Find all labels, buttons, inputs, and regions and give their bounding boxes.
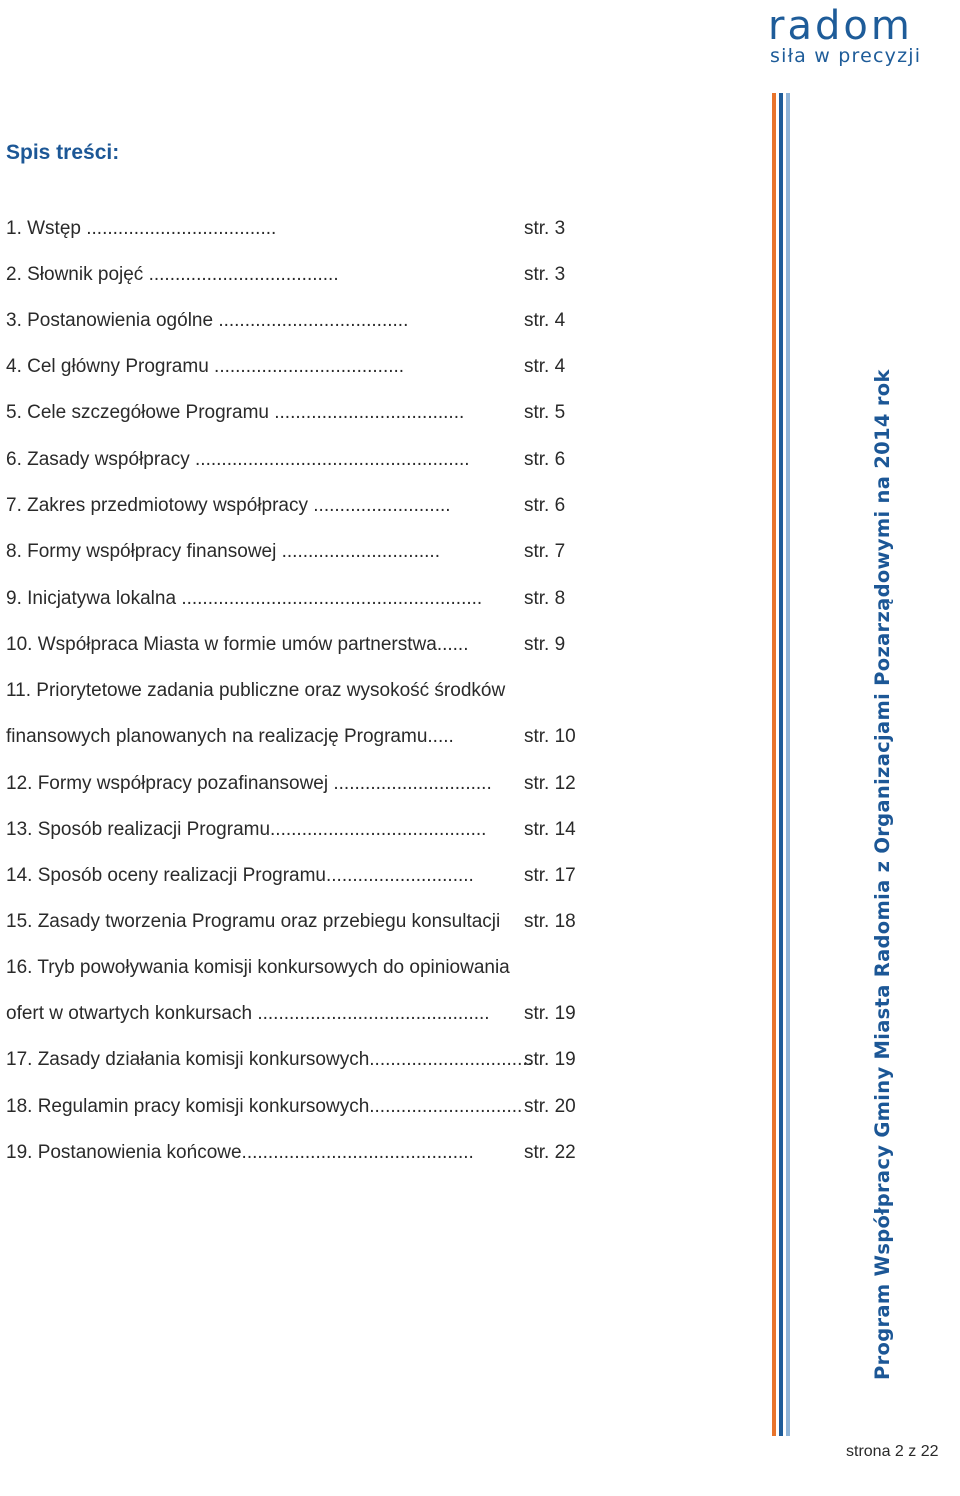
toc-entry-label: 11. Priorytetowe zadania publiczne oraz wysokość środków: [6, 680, 506, 701]
page-number: strona 2 z 22: [846, 1443, 939, 1460]
toc-entry-page: str. 6: [524, 449, 566, 470]
toc-entry-label: 18. Regulamin pracy komisji konkursowych.............................: [6, 1096, 523, 1117]
toc-entry-label: 7. Zakres przedmiotowy współpracy ..........................: [6, 495, 451, 516]
toc-entry-label: 8. Formy współpracy finansowej ..............................: [6, 541, 440, 562]
toc-entry-page: str. 4: [524, 310, 566, 331]
toc-entry-page: str. 9: [524, 634, 566, 655]
toc-entry-page: str. 19: [524, 1049, 576, 1070]
toc-entry-label: 3. Postanowienia ogólne ....................................: [6, 310, 409, 331]
logo-tagline: siła w precyzji: [770, 45, 922, 67]
toc-entry-label: 19. Postanowienia końcowe............................................: [6, 1142, 474, 1163]
toc-entry-page: str. 12: [524, 773, 576, 794]
toc-entry-page: str. 5: [524, 402, 566, 423]
toc-entry-page: str. 20: [524, 1096, 576, 1117]
toc-entry-page: str. 22: [524, 1142, 576, 1163]
toc-entry-page: str. 4: [524, 356, 566, 377]
stripe-orange: [772, 93, 776, 1436]
toc-entry-page: str. 10: [524, 726, 576, 747]
toc-entry-label: 16. Tryb powoływania komisji konkursowych do opiniowania: [6, 957, 510, 978]
toc-entry-page: str. 17: [524, 865, 576, 886]
toc-entry-page: str. 14: [524, 819, 576, 840]
toc-entry-label: 4. Cel główny Programu ....................................: [6, 356, 405, 377]
toc-entry-page: str. 3: [524, 218, 566, 239]
toc-entry-page: str. 7: [524, 541, 566, 562]
toc-entry-label: ofert w otwartych konkursach ............................................: [6, 1003, 490, 1024]
toc-entry-label: 15. Zasady tworzenia Programu oraz przebiegu konsultacji: [6, 911, 501, 932]
stripe-blue: [779, 93, 783, 1436]
decorative-stripes: [772, 93, 792, 1436]
toc-entry-label: 2. Słownik pojęć ....................................: [6, 264, 339, 285]
logo-word: radom: [768, 3, 913, 49]
toc-entry-label: 5. Cele szczegółowe Programu ....................................: [6, 402, 465, 423]
toc-entry-page: str. 8: [524, 588, 566, 609]
toc-entry-page: str. 3: [524, 264, 566, 285]
toc-entry-label: finansowych planowanych na realizację Programu.....: [6, 726, 454, 747]
toc-entry-label: 14. Sposób oceny realizacji Programu............................: [6, 865, 474, 886]
toc-entry-page: str. 19: [524, 1003, 576, 1024]
toc-entry-page: str. 18: [524, 911, 576, 932]
toc-entry-label: 6. Zasady współpracy ....................................................: [6, 449, 470, 470]
toc-entry-label: 17. Zasady działania komisji konkursowych...............................: [6, 1049, 533, 1070]
toc-entry-label: 13. Sposób realizacji Programu.........................................: [6, 819, 487, 840]
toc-entry-label: 12. Formy współpracy pozafinansowej ..............................: [6, 773, 492, 794]
toc-entry-label: 9. Inicjatywa lokalna .........................................................: [6, 588, 483, 609]
toc-entry-label: 10. Współpraca Miasta w formie umów partnerstwa......: [6, 634, 469, 655]
toc-title: Spis treści:: [6, 141, 120, 164]
stripe-light-blue: [786, 93, 790, 1436]
sidebar-document-title: Program Współpracy Gminy Miasta Radomia z Organizacjami Pozarządowymi na 2014 rok: [871, 369, 894, 1380]
toc-entry-label: 1. Wstęp ....................................: [6, 218, 277, 239]
radom-logo: [768, 3, 958, 70]
toc-entry-page: str. 6: [524, 495, 566, 516]
